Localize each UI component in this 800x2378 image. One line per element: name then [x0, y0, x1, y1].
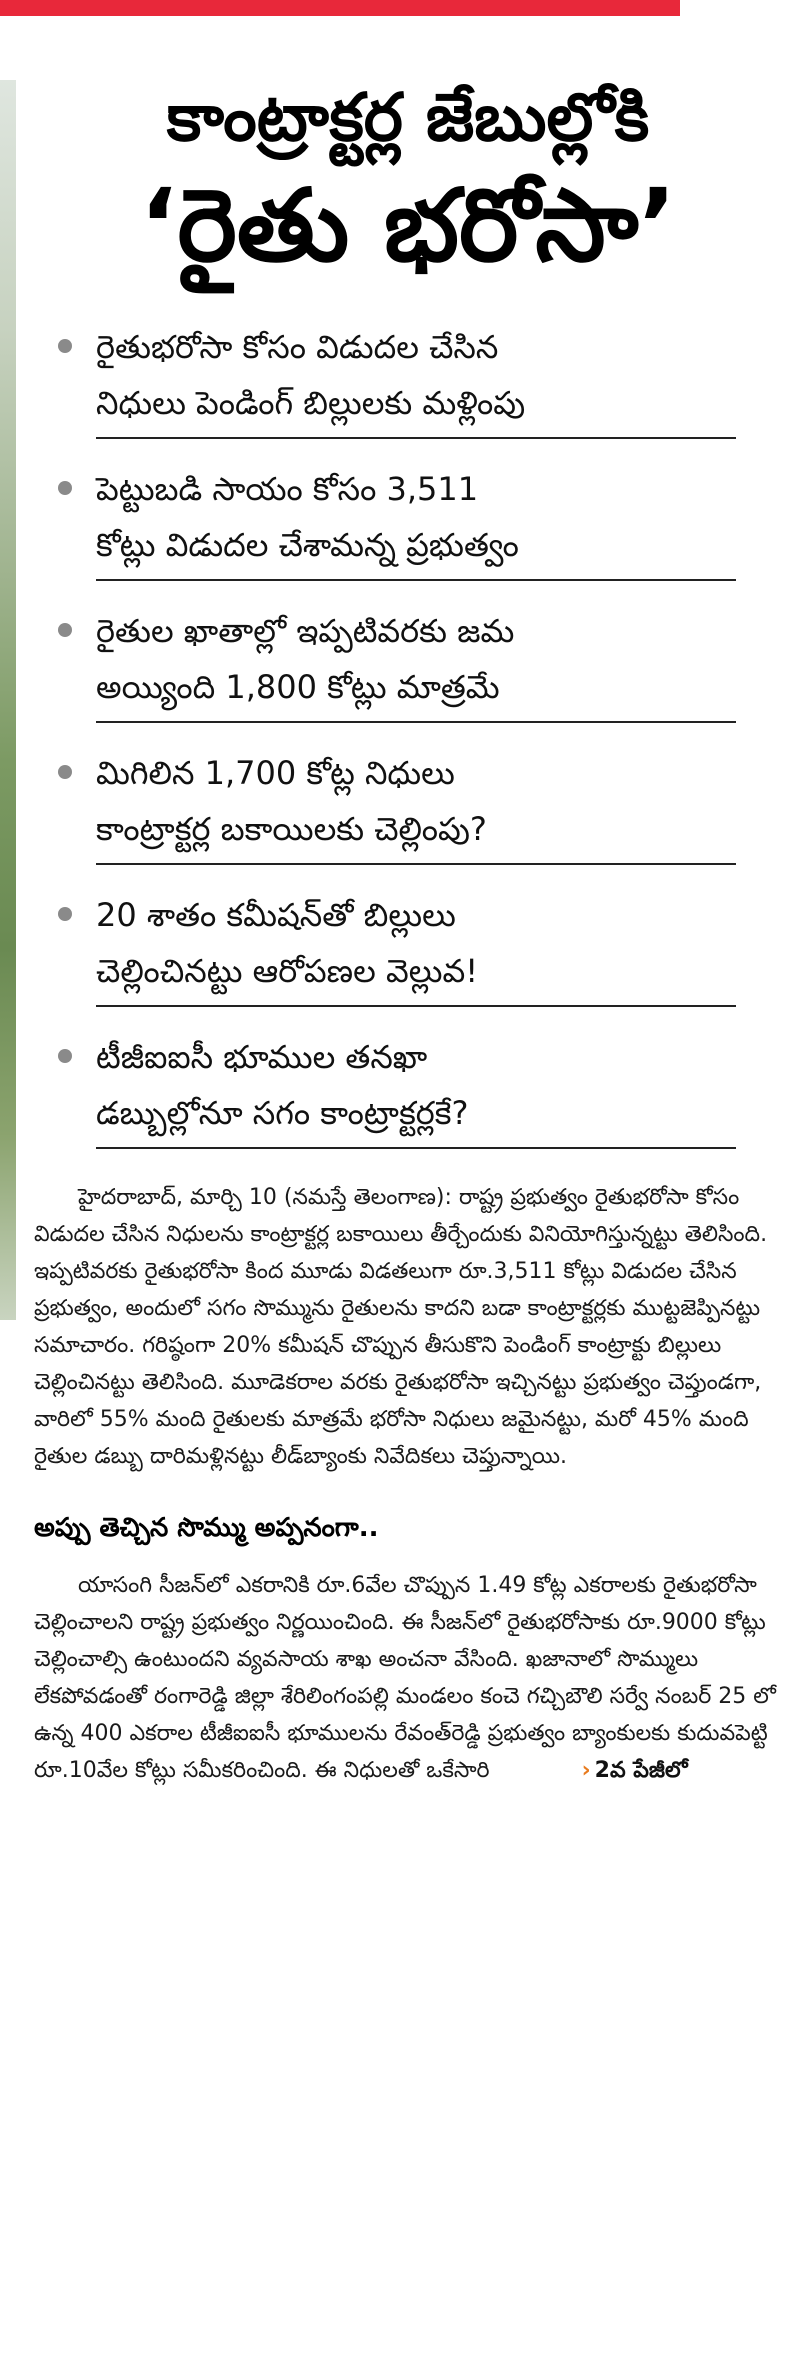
- highlight-line: కోట్లు విడుదల చేశామన్న ప్రభుత్వం: [96, 525, 519, 564]
- highlight-item: [52, 461, 792, 581]
- bullet-dot-icon: [58, 907, 72, 921]
- highlight-line: మిగిలిన 1,700 కోట్ల నిధులు: [96, 753, 455, 792]
- bullet-dot-icon: [58, 481, 72, 495]
- highlight-line: రైతుల ఖాతాల్లో ఇప్పటివరకు జమ: [96, 611, 515, 650]
- headline-line-2: ‘రైతు భరోసా’: [139, 166, 677, 284]
- highlight-line: అయ్యింది 1,800 కోట్లు మాత్రమే: [96, 667, 500, 706]
- highlight-line: 20 శాతం కమీషన్‌తో బిల్లులు: [96, 895, 456, 934]
- divider: [96, 1005, 736, 1007]
- chevron-right-icon: ›: [581, 1757, 591, 1783]
- news-page: [24, 40, 792, 1789]
- article-subheading: అప్పు తెచ్చిన సొమ్ము అప్పనంగా..: [34, 1512, 379, 1543]
- continued-label: 2వ పేజీలో: [594, 1757, 688, 1783]
- headline-line-1: కాంట్రాక్టర్ల జేబుల్లోకి: [166, 79, 650, 156]
- divider: [96, 1147, 736, 1149]
- top-accent-bar: [0, 0, 680, 16]
- bullet-dot-icon: [58, 765, 72, 779]
- highlight-line: డబ్బుల్లోనూ సగం కాంట్రాక్టర్లకే?: [96, 1093, 469, 1132]
- highlight-line: నిధులు పెండింగ్ బిల్లులకు మళ్లింపు: [96, 383, 526, 422]
- highlight-item: [52, 603, 792, 723]
- highlight-line: చెల్లించినట్టు ఆరోపణల వెల్లువ!: [96, 951, 479, 990]
- highlight-line: పెట్టుబడి సాయం కోసం 3,511: [96, 469, 479, 508]
- highlight-item: [52, 1029, 792, 1149]
- article-paragraph: హైదరాబాద్, మార్చి 10 (నమస్తే తెలంగాణ): రాష్ట్ర ప్రభుత్వం రైతుభరోసా కోసం విడుదల చేసిన నిధులను కాంట్రాక్టర్ల బకాయిలు తీర్చేందుకు వినియోగిస్తున్నట్టు తెలిసింది. ఇప్పటివరకు రైతుభరోసా కింద మూడు విడతలుగా రూ.3,511 కోట్లు విడుదల చేసిన ప్రభుత్వం, అందులో సగం సొమ్మును రైతులను కాదని బడా కాంట్రాక్టర్లకు ముట్టజెప్పినట్టు సమాచారం. గరిష్ఠంగా 20% కమీషన్ చొప్పున తీసుకొని పెండింగ్ కాంట్రాక్టు బిల్లులు చెల్లించినట్టు తెలిసింది. మూడెకరాల వరకు రైతుభరోసా ఇచ్చినట్టు ప్రభుత్వం చెప్తుండగా, వారిలో 55% మంది రైతులకు మాత్రమే భరోసా నిధులు జమైనట్టు, మరో 45% మంది రైతుల డబ్బు దారిమళ్లినట్టు లీడ్‌బ్యాంకు నివేదికలు చెప్తున్నాయి.: [34, 1184, 768, 1469]
- bullet-dot-icon: [58, 339, 72, 353]
- article-paragraph: [34, 1567, 782, 1789]
- highlight-item: [52, 745, 792, 865]
- divider: [96, 721, 736, 723]
- highlight-line: టీజీఐఐసీ భూముల తనఖా: [96, 1037, 428, 1076]
- article-body: [24, 1179, 792, 1789]
- article-paragraph-text: యాసంగి సీజన్‌లో ఎకరానికి రూ.6వేల చొప్పున 1.49 కోట్ల ఎకరాలకు రైతుభరోసా చెల్లించాలని రాష్ట్ర ప్రభుత్వం నిర్ణయించింది. ఈ సీజన్‌లో రైతుభరోసాకు రూ.9000 కోట్లు చెల్లించాల్సి ఉంటుందని వ్యవసాయ శాఖ అంచనా వేసింది. ఖజానాలో సొమ్ములు లేకపోవడంతో రంగారెడ్డి జిల్లా శేరిలింగంపల్లి మండలం కంచె గచ్చిబౌలి సర్వే నంబర్ 25 లో ఉన్న 400 ఎకరాల టీజీఐఐసీ భూములను రేవంత్‌రెడ్డి ప్రభుత్వం బ్యాంకులకు కుదువపెట్టి రూ.10వేల కోట్లు సమీకరించింది. ఈ నిధులతో ఒకేసారి: [34, 1572, 776, 1783]
- highlight-line: రైతుభరోసా కోసం విడుదల చేసిన: [96, 327, 499, 366]
- bullet-dot-icon: [58, 623, 72, 637]
- bullet-dot-icon: [58, 1049, 72, 1063]
- divider: [96, 579, 736, 581]
- highlight-item: [52, 887, 792, 1007]
- highlights-list: [24, 319, 792, 1149]
- continued-on-page-link[interactable]: [538, 1752, 688, 1789]
- divider: [96, 863, 736, 865]
- highlight-item: [52, 319, 792, 439]
- divider: [96, 437, 736, 439]
- headline: [24, 80, 792, 283]
- background-photo-strip: [0, 80, 16, 1320]
- highlight-line: కాంట్రాక్టర్ల బకాయిలకు చెల్లింపు?: [96, 809, 487, 848]
